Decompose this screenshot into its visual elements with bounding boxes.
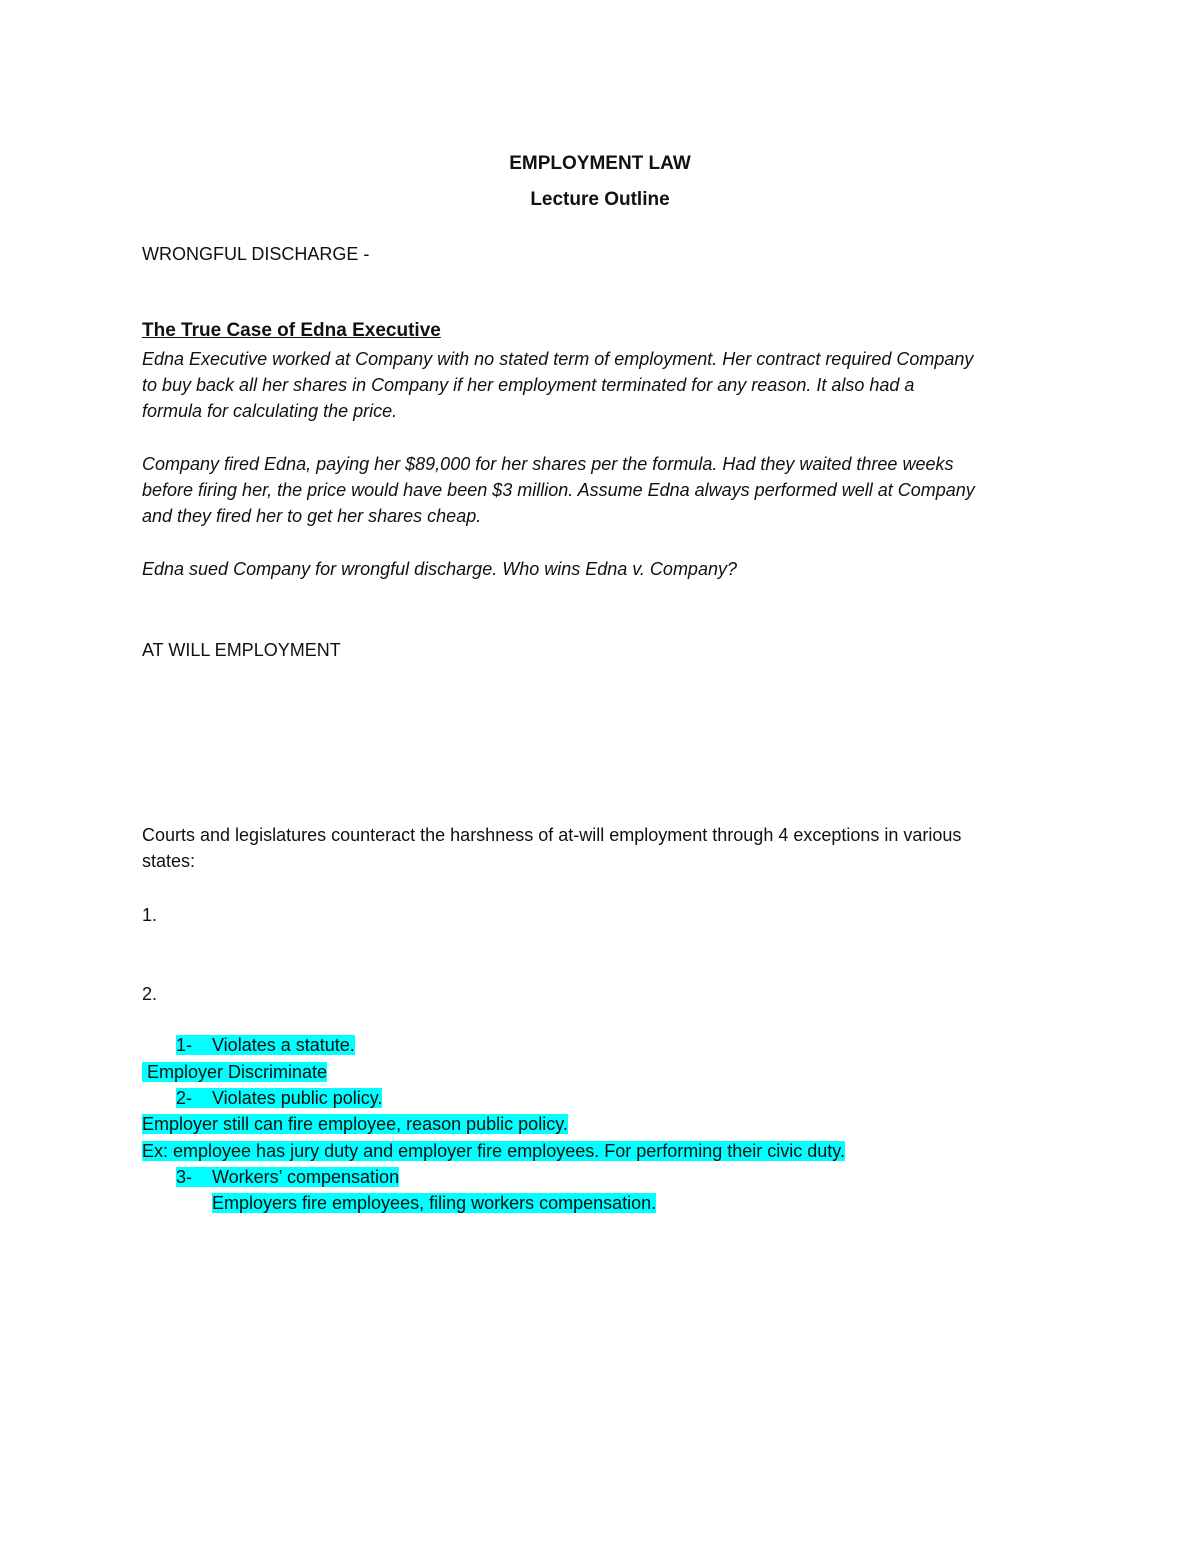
note-item-1-text: Violates a statute. [212,1035,355,1055]
case-paragraph-2-line: before firing her, the price would have been $3 million. Assume Edna always performed well at Company [142,480,975,500]
note-item-2-text: Violates public policy. [212,1088,383,1108]
note-item-1-detail-text: Employer Discriminate [147,1062,328,1082]
note-item-3-number: 3- [176,1167,193,1187]
blank-list-item-1: 1. [142,905,158,925]
exceptions-intro-line: states: [142,851,196,871]
case-paragraph-1-line: to buy back all her shares in Company if her employment terminated for any reason. It also had a [142,375,915,395]
case-paragraph-2-line: and they fired her to get her shares cheap. [142,506,482,526]
note-item-3 [176,1165,399,1189]
note-item-1 [176,1033,355,1057]
note-item-3-detail [212,1191,656,1215]
case-question: Edna sued Company for wrongful discharge. Who wins Edna v. Company? [142,559,737,579]
note-item-3-text: Workers’ compensation [212,1167,400,1187]
note-item-1-detail [142,1060,327,1084]
note-item-3-detail-text: Employers fire employees, filing workers compensation. [212,1193,657,1213]
section-heading-at-will: AT WILL EMPLOYMENT [142,640,341,660]
case-heading: The True Case of Edna Executive [142,320,441,341]
note-item-2-example-text: Ex: employee has jury duty and employer fire employees. For performing their civic duty. [142,1141,845,1161]
document-title: EMPLOYMENT LAW [509,153,691,174]
note-item-2-example [142,1139,845,1163]
blank-list-item-2: 2. [142,984,158,1004]
section-heading-wrongful-discharge: WRONGFUL DISCHARGE - [142,244,370,264]
case-paragraph-2-line: Company fired Edna, paying her $89,000 for her shares per the formula. Had they waited three weeks [142,454,954,474]
note-item-1-number: 1- [176,1035,193,1055]
note-item-2-detail [142,1112,568,1136]
exceptions-intro-line: Courts and legislatures counteract the harshness of at-will employment through 4 exceptions in various [142,825,962,845]
case-paragraph-1-line: Edna Executive worked at Company with no stated term of employment. Her contract required Company [142,349,974,369]
note-item-2-number: 2- [176,1088,193,1108]
case-paragraph-1-line: formula for calculating the price. [142,401,398,421]
note-item-2 [176,1086,382,1110]
note-item-2-detail-text: Employer still can fire employee, reason public policy. [142,1114,568,1134]
document-subtitle: Lecture Outline [530,189,670,210]
